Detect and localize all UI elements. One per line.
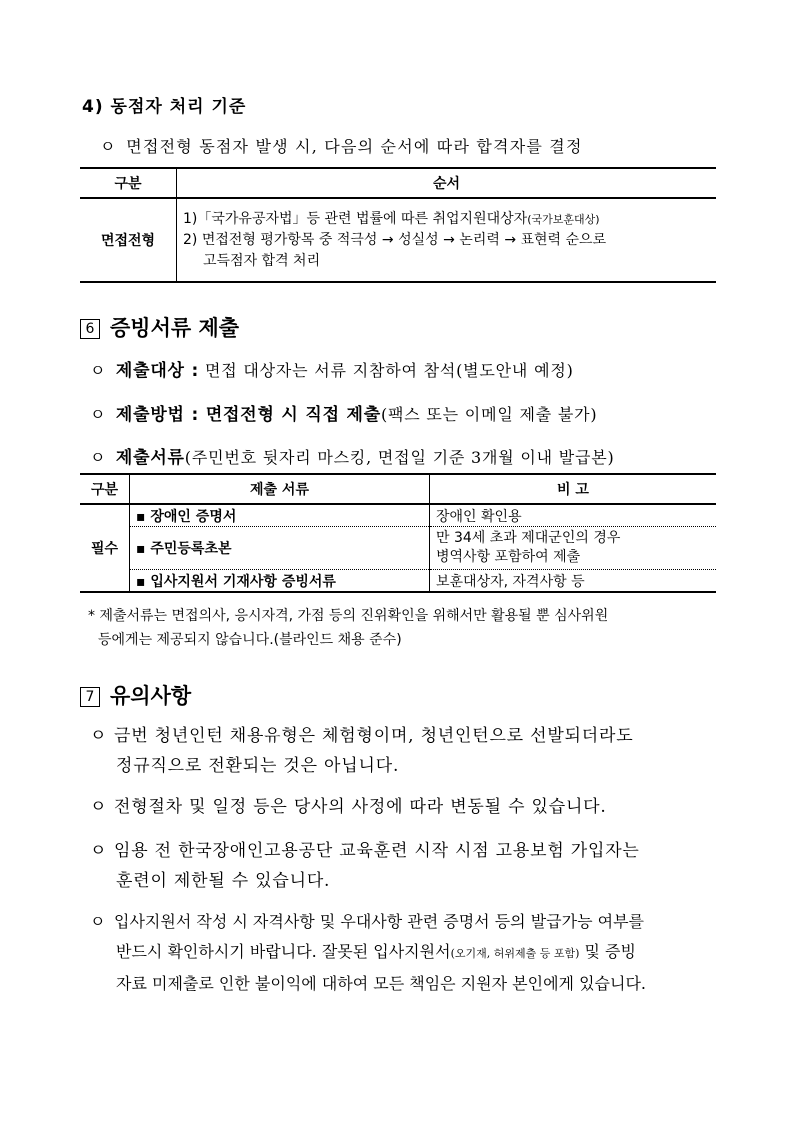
order-item-1: 1)「국가유공자법」등 관련 법률에 따른 취업지원대상자(국가보훈대상) — [183, 210, 600, 227]
doc-cell: ▪ 입사지원서 기재사항 증빙서류 — [130, 570, 430, 593]
table-row — [80, 527, 716, 570]
table-header-documents: 제출 서류 — [130, 474, 430, 504]
table-header-category: 구분 — [80, 474, 130, 504]
section-6-heading — [80, 312, 239, 342]
submit-target: ㅇ 제출대상 : 면접 대상자는 서류 지참하여 참석(별도안내 예정) — [90, 356, 574, 381]
tiebreak-intro — [100, 134, 583, 157]
submit-method: ㅇ 제출방법 : 면접전형 시 직접 제출(팩스 또는 이메일 제출 불가) — [90, 400, 597, 425]
documents-note: * 제출서류는 면접의사, 응시자격, 가점 등의 진위확인을 위해서만 활용될 뿐 심사위원 등에게는 제공되지 않습니다.(블라인드 채용 준수) — [88, 608, 609, 648]
notice-item: ㅇ 전형절차 및 일정 등은 당사의 사정에 따라 변동될 수 있습니다. — [90, 792, 730, 822]
row-label-required: 필수 — [80, 504, 130, 592]
notice-item: ㅇ 입사지원서 작성 시 자격사항 및 우대사항 관련 증명서 등의 발급가능 여부를 반드시 확인하시기 바랍니다. 잘못된 입사지원서(오기재, 허위제출 등 포함) 및 증빙 자료 미제출로 인한 불이익에 대하여 모든 책임은 지원자 본인에게 있습니다. — [90, 907, 730, 999]
bullet-icon: ㅇ — [90, 912, 106, 931]
bullet-icon: ㅇ — [90, 841, 108, 861]
bullet-icon: ㅇ — [90, 726, 108, 746]
section-6-title: 증빙서류 제출 — [110, 316, 240, 340]
bullet-icon: ㅇ — [100, 137, 117, 156]
tiebreak-table — [80, 167, 716, 283]
bullet-icon: ㅇ — [90, 797, 108, 817]
tiebreak-order — [177, 198, 717, 282]
bullet-icon: ㅇ — [90, 448, 107, 467]
notice-item: ㅇ 금번 청년인턴 채용유형은 체험형이며, 청년인턴으로 선발되더라도 정규직으로 전환되는 것은 아닙니다. — [90, 721, 730, 781]
bullet-icon: ㅇ — [90, 405, 107, 424]
order-item-2-cont: 고득점자 합격 처리 — [203, 252, 321, 269]
notice-item: ㅇ 임용 전 한국장애인고용공단 교육훈련 시작 시점 고용보험 가입자는 훈련이 제한될 수 있습니다. — [90, 836, 730, 896]
table-header-order: 순서 — [177, 168, 717, 198]
note-cell: 보훈대상자, 자격사항 등 — [430, 570, 717, 593]
order-item-2: 2) 면접전형 평가항목 중 적극성 → 성실성 → 논리력 → 표현력 순으로 — [183, 231, 607, 248]
doc-cell: ▪ 주민등록초본 — [130, 527, 430, 570]
table-row — [80, 504, 716, 527]
documents-table — [80, 473, 716, 593]
section-4-heading: 4) 동점자 처리 기준 — [82, 97, 247, 117]
section-number-box: 6 — [80, 319, 100, 339]
note-cell: 장애인 확인용 — [430, 504, 717, 527]
table-row — [80, 570, 716, 593]
submit-documents: ㅇ 제출서류(주민번호 뒷자리 마스킹, 면접일 기준 3개월 이내 발급본) — [90, 443, 615, 468]
note-cell: 만 34세 초과 제대군인의 경우 병역사항 포함하여 제출 — [430, 527, 717, 570]
section-number-box: 7 — [80, 687, 100, 707]
section-7-heading — [80, 680, 191, 710]
bullet-icon: ㅇ — [90, 361, 107, 380]
table-header-remarks: 비 고 — [430, 474, 717, 504]
tiebreak-intro-text: 면접전형 동점자 발생 시, 다음의 순서에 따라 합격자를 결정 — [126, 137, 583, 156]
row-label-interview: 면접전형 — [80, 198, 177, 282]
doc-cell: ▪ 장애인 증명서 — [130, 504, 430, 527]
section-7-title: 유의사항 — [110, 684, 192, 708]
table-header-category: 구분 — [80, 168, 177, 198]
